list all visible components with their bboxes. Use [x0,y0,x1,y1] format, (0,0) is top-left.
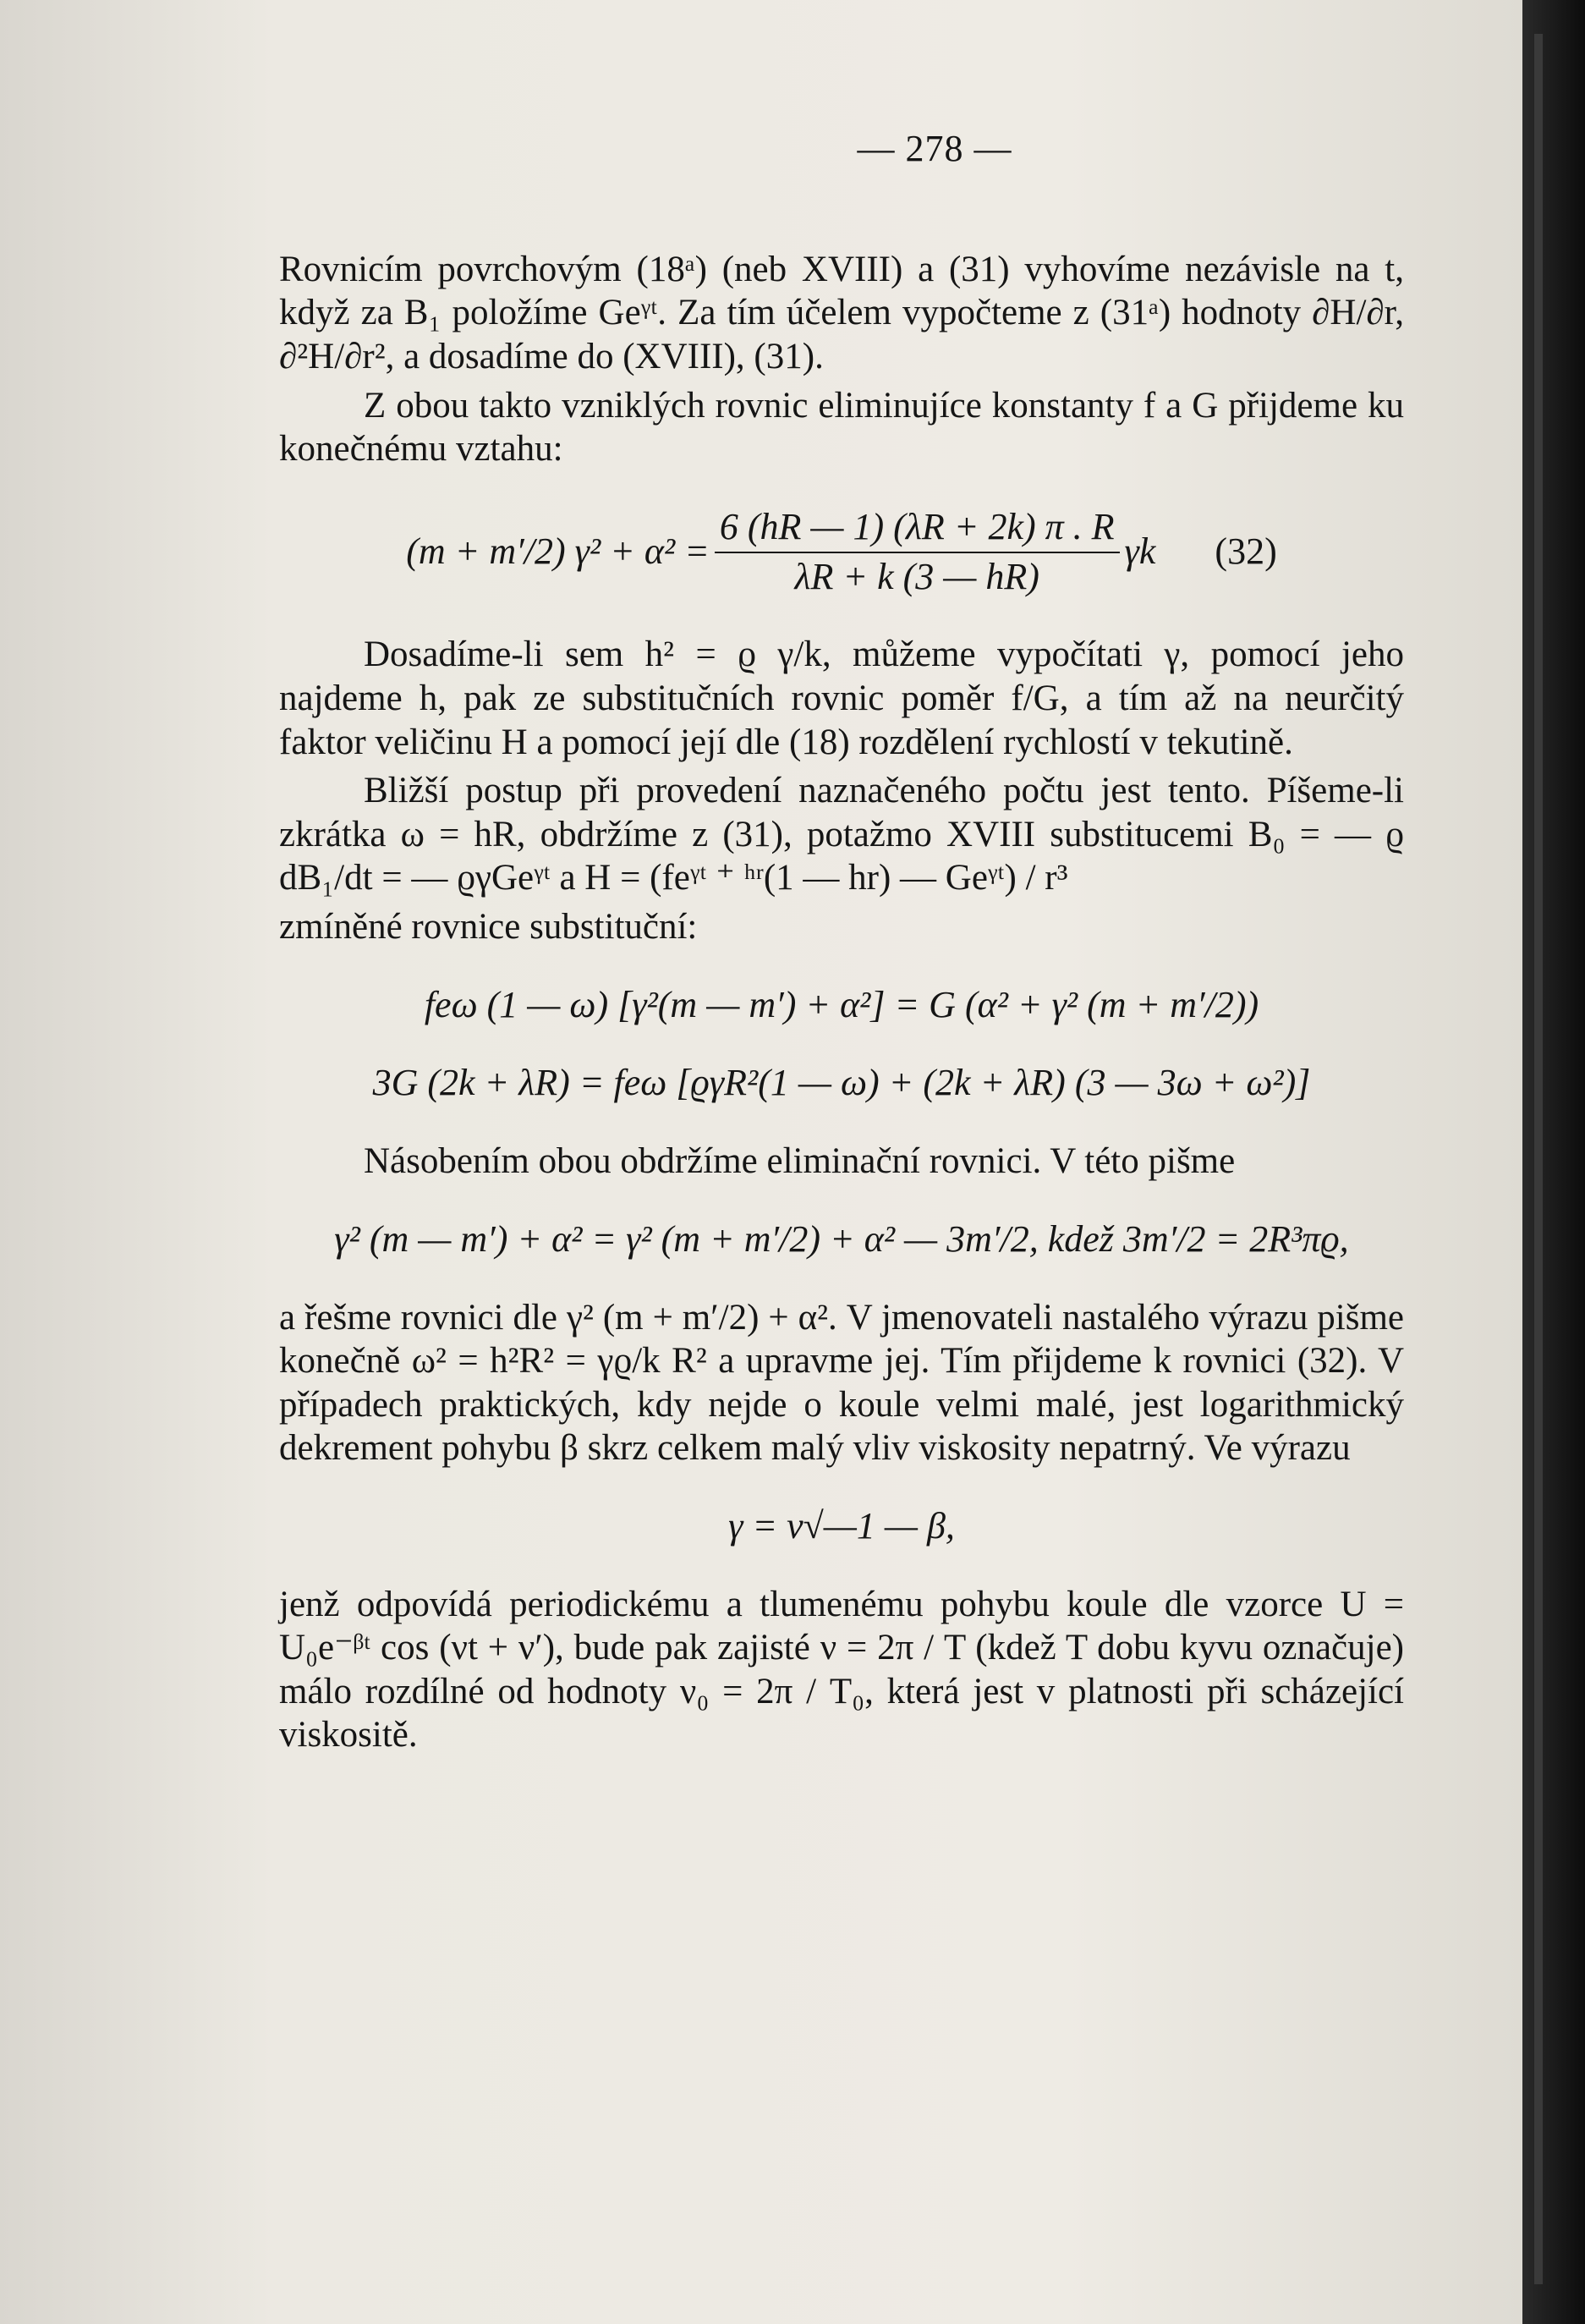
equation-32-tail: γk [1124,530,1156,573]
equation-a: feω (1 — ω) [γ²(m — m′) + α²] = G (α² + γ² (m + m′/2)) [424,983,1259,1025]
equation-32-fraction [715,505,1120,600]
equation-b: 3G (2k + λR) = feω [ϱγR²(1 — ω) + (2k + λR) (3 — 3ω + ω²)] [372,1062,1311,1104]
paragraph-2: Z obou takto vzniklých rovnic eliminujíce konstanty f a G přijdeme ku konečnému vztahu: [279,385,1404,470]
paragraph-1: Rovnicím povrchovým (18ᵃ) (neb XVIII) a (31) vyhovíme nezávisle na t, když za B₁ položíme Geᵞᵗ. Za tím účelem vypočteme z (31ᵃ) hodnoty ∂H/∂r, ∂²H/∂r², a dosadíme do (XVIII), (31). [279,249,1404,376]
paragraph-8: jenž odpovídá periodickému a tlumenému pohybu koule dle vzorce U = U₀e⁻ᵝᵗ cos (νt + ν′), bude pak zajisté ν = 2π / T (kdež T dobu kyvu označuje) málo rozdílné od hodnoty ν₀ = 2π / T₀, která jest v platnosti při scházející viskositě. [279,1584,1404,1755]
paragraph-4: Bližší postup při provedení naznačeného počtu jest tento. Píšeme-li zkrátka ω = hR, obdržíme z (31), potažmo XVIII substitucemi B₀ = — ϱ dB₁/dt = — ϱγGeᵞᵗ a H = (feᵞᵗ ⁺ ʰʳ(1 — hr) — Geᵞᵗ) / r³ [279,771,1404,898]
equation-d: γ = ν√—1 — β, [728,1504,955,1547]
page-number: — 278 — [857,128,1012,169]
paragraph-5: zmíněné rovnice substituční: [279,906,698,947]
equation-c: γ² (m — m′) + α² = γ² (m + m′/2) + α² — 3m′/2, kdež 3m′/2 = 2R³πϱ, [334,1217,1349,1260]
page-content [279,127,1404,1762]
equation-32-numerator: 6 (hR — 1) (λR + 2k) π . R [715,505,1120,553]
paragraph-7: a řešme rovnici dle γ² (m + m′/2) + α². V jmenovateli nastalého výrazu pišme konečně ω² = h²R² = γϱ/k R² a upravme jej. Tím přijdeme k rovnici (32). V případech praktických, kdy nejde o koule velmi malé, jest logarithmický dekrement pohybu β skrz celkem malý vliv viskosity nepatrný. Ve výrazu [279,1297,1404,1469]
equation-32-lhs: (m + m′/2) γ² + α² = [406,530,710,573]
paragraph-3: Dosadíme-li sem h² = ϱ γ/k, můžeme vypočítati γ, pomocí jeho najdeme h, pak ze substitučních rovnic poměr f/G, a tím až na neurčitý faktor veličinu H a pomocí její dle (18) rozdělení rychlostí v tekutině. [279,635,1404,762]
equation-32-denominator: λR + k (3 — hR) [794,555,1039,597]
equation-32 [279,505,1404,600]
spine-stripe [1534,34,1543,2284]
book-spine-edge [1522,0,1585,2324]
equation-32-label: (32) [1215,530,1277,573]
paragraph-6: Násobením obou obdržíme eliminační rovnici. V této pišme [364,1141,1236,1182]
